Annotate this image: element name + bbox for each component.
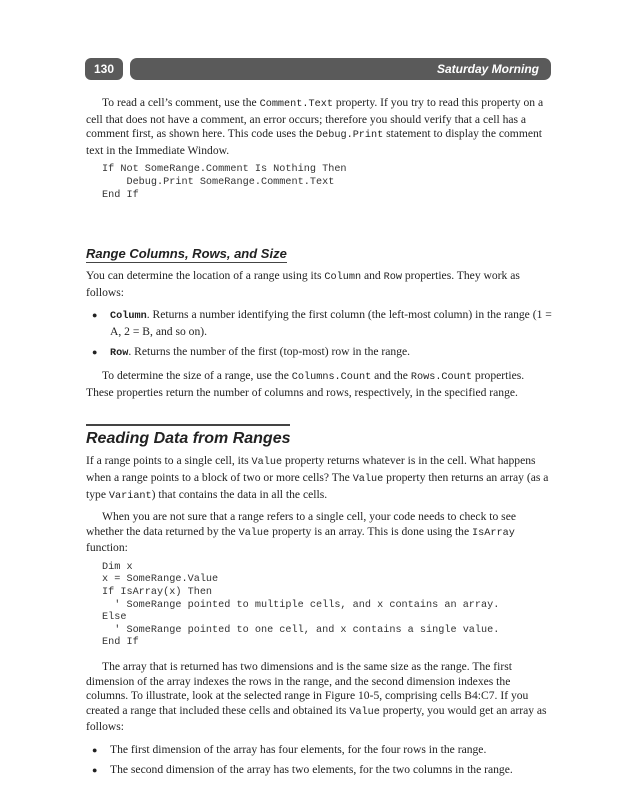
code-term: Value [238, 527, 270, 539]
paragraph-isarray: When you are not sure that a range refers to a single cell, your code needs to check to see whether the data returned by the Value property is an array. This is done using the IsArray function: [86, 510, 516, 555]
bullet-list-properties [86, 308, 554, 361]
list-item: ● The first dimension of the array has four elements, for the four rows in the range. [86, 743, 554, 758]
list-item: ● Column. Returns a number identifying the first column (the left-most column) in the range (1 = A, 2 = B, and so on). [86, 308, 554, 339]
code-term: Row [383, 272, 402, 284]
paragraph-array-dimensions: The array that is returned has two dimensions and is the same size as the range. The first dimension of the array indexes the rows in the range, and the second dimension indexes the columns. To illustrate, look at the selected range in Figure 10-5, comprising cells B4:C7. If you created a range that included these cells and obtained its Value property, you would get an array as follows: [86, 660, 547, 734]
list-item: ● Row. Returns the number of the first (top-most) row in the range. [86, 345, 554, 362]
section-heading-range-columns: Range Columns, Rows, and Size [86, 246, 287, 262]
paragraph-location: You can determine the location of a range using its Column and Row properties. They work as follows: [86, 269, 520, 299]
code-block-comment: If Not SomeRange.Comment Is Nothing Then Debug.Print SomeRange.Comment.Text End If [102, 164, 347, 201]
code-term: Value [352, 473, 384, 485]
bullet-list-dimensions [86, 743, 554, 777]
list-item: ● The second dimension of the array has two elements, for the two columns in the range. [86, 763, 554, 778]
section-heading-reading-data: Reading Data from Ranges [86, 424, 290, 448]
paragraph-value-property: If a range points to a single cell, its Value property returns whatever is in the cell. What happens when a range points to a block of two or more cells? The Value property then returns an array (as a type Variant) that contains the data in all the cells. [86, 454, 549, 502]
paragraph-comment-text: To read a cell’s comment, use the Comment.Text property. If you try to read this property on a cell that does not have a comment, an error occurs; therefore you should verify that a cell has a comment first, as shown here. This code uses the Debug.Print statement to display the comment text in the Immediate Window. [86, 96, 544, 157]
code-term: Rows.Count [410, 372, 472, 384]
code-term: IsArray [472, 527, 515, 539]
code-term: Value [349, 706, 380, 718]
code-term: Columns.Count [291, 372, 372, 384]
code-term: Comment.Text [259, 99, 333, 110]
paragraph-size: To determine the size of a range, use the Columns.Count and the Rows.Count properties. These properties return the number of columns and rows, respectively, in the specified range. [86, 369, 525, 399]
page-header [85, 58, 551, 80]
code-term: Variant [108, 490, 152, 502]
code-term: Value [251, 457, 283, 469]
code-term: Column [324, 272, 362, 284]
page-content [86, 96, 554, 785]
page-number: 130 [85, 58, 123, 80]
code-term: Debug.Print [316, 130, 384, 142]
running-title: Saturday Morning [130, 58, 551, 80]
code-block-isarray: Dim x x = SomeRange.Value If IsArray(x) Then ' SomeRange pointed to multiple cells, and x contains an array. Else ' SomeRange pointed to one cell, and x contains a single value. End If [102, 561, 500, 649]
